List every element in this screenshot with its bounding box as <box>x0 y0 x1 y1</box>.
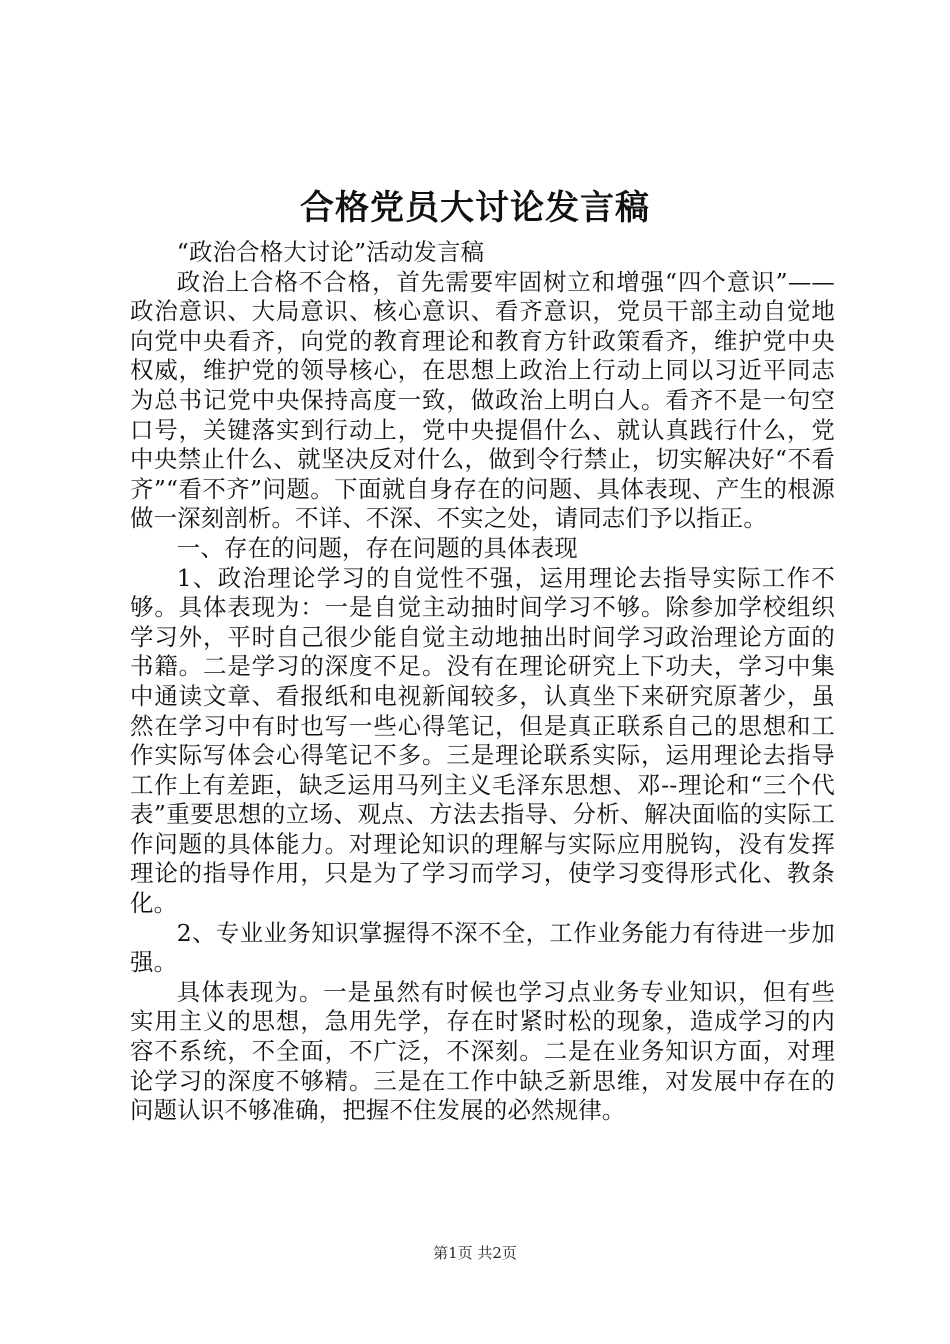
page-number-footer: 第1页 共2页 <box>433 1244 517 1262</box>
paragraph-intro: 政治上合格不合格，首先需要牢固树立和增强“四个意识”——政治意识、大局意识、核心意识、看齐意识，党员干部主动自觉地向党中央看齐，向党的教育理论和教育方针政策看齐，维护党中央权威，维护党的领导核心，在思想上政治上行动上同以习近平同志为总书记党中央保持高度一致，做政治上明白人。看齐不是一句空口号，关键落实到行动上，党中央提倡什么、就认真践行什么，党中央禁止什么、就坚决反对什么，做到令行禁止，切实解决好“不看齐”“看不齐”问题。下面就自身存在的问题、具体表现、产生的根源做一深刻剖析。不详、不深、不实之处，请同志们予以指正。 <box>130 267 835 533</box>
paragraph-section-heading: 一、存在的问题，存在问题的具体表现 <box>176 533 578 562</box>
paragraph-subtitle: “政治合格大讨论”活动发言稿 <box>176 238 485 266</box>
paragraph-point-1: 1、政治理论学习的自觉性不强，运用理论去指导实际工作不够。具体表现为：一是自觉主动抽时间学习不够。除参加学校组织学习外，平时自己很少能自觉主动地抽出时间学习政治理论方面的书籍。二是学习的深度不足。没有在理论研究上下功夫，学习中集中通读文章、看报纸和电视新闻较多，认真坐下来研究原著少，虽然在学习中有时也写一些心得笔记，但是真正联系自己的思想和工作实际写体会心得笔记不多。三是理论联系实际，运用理论去指导工作上有差距，缺乏运用马列主义毛泽东思想、邓--理论和“三个代表”重要思想的立场、观点、方法去指导、分析、解决面临的实际工作问题的具体能力。对理论知识的理解与实际应用脱钩，没有发挥理论的指导作用，只是为了学习而学习，使学习变得形式化、教条化。 <box>130 563 835 918</box>
document-body <box>130 238 835 1126</box>
document-title: 合格党员大讨论发言稿 <box>300 188 650 228</box>
paragraph-point-2-detail: 具体表现为。一是虽然有时候也学习点业务专业知识，但有些实用主义的思想，急用先学，存在时紧时松的现象，造成学习的内容不系统，不全面，不广泛，不深刻。二是在业务知识方面，对理论学习的深度不够精。三是在工作中缺乏新思维，对发展中存在的问题认识不够准确，把握不住发展的必然规律。 <box>130 977 835 1125</box>
paragraph-point-2: 2、专业业务知识掌握得不深不全，工作业务能力有待进一步加强。 <box>130 918 835 977</box>
